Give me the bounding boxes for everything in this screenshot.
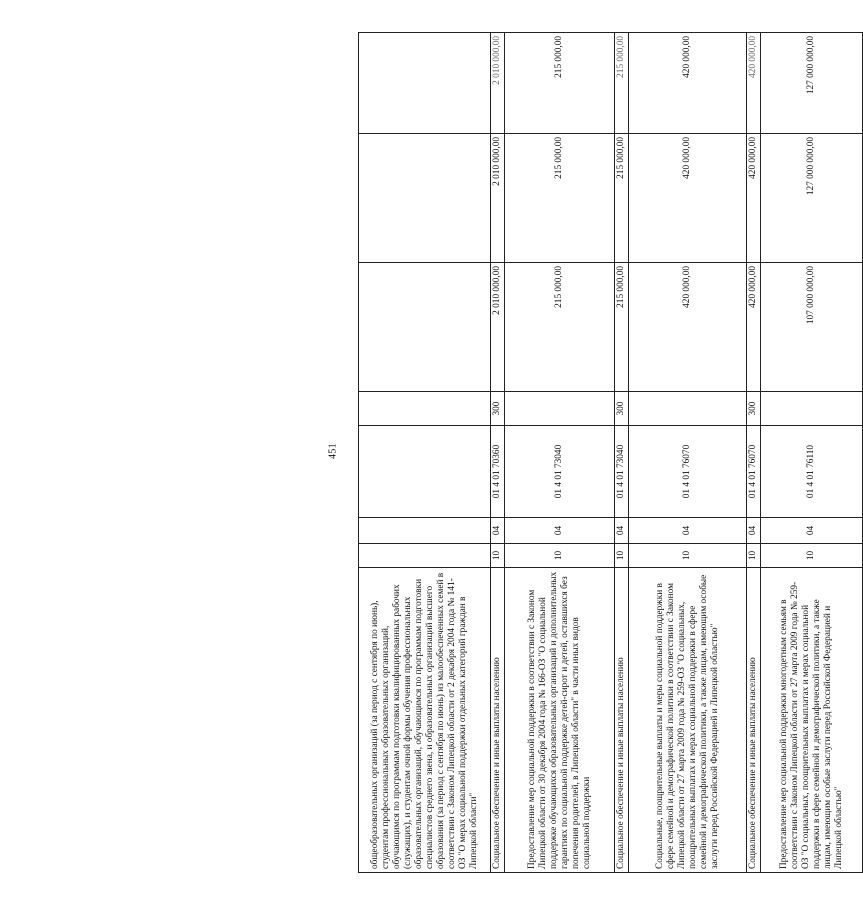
row-description: Социальное обеспечение и иные выплаты населению [615, 568, 629, 873]
cell-section: 10 [505, 544, 615, 568]
row-description: общеобразовательных организаций (за период с сентября по июнь), студентам профессиональных образовательных организаций, обучающимся по программам подготовки квалифицированных рабочих (служащих), и студентам очной формы обучения профессиональных образовательных организаций, обучающимся по программам подготовки специалистов среднего звена, и образовательных организаций высшего образования (за период с сентября по июнь) из малообеспеченных семей в соответствии с Законом Липецкой области от 2 декабря 2004 года № 141-ОЗ "О мерах социальной поддержки отдельных категорий граждан в Липецкой области" [359, 568, 491, 873]
cell-amount-2: 420 000,00 [629, 134, 747, 263]
table-row [761, 33, 863, 873]
cell-amount-3: 420 000,00 [629, 33, 747, 134]
budget-table-rotated [358, 33, 844, 873]
cell-subsection: 04 [761, 518, 863, 544]
cell-expense-type: 300 [615, 392, 629, 426]
row-description: Социальные, поощрительные выплаты и меры социальной поддержки в сфере семейной и демографической политики в соответствии с Законом Липецкой области от 27 марта 2009 года № 259-ОЗ "О социальных, поощрительных выплатах и мерах социальной поддержки в сфере семейной и демографической политики, а также лицам, имеющим особые заслуги перед Российской Федерацией и Липецкой областью" [629, 568, 747, 873]
cell-subsection [359, 518, 491, 544]
cell-expense-type: 300 [747, 392, 761, 426]
cell-target-article: 01 4 01 70360 [491, 426, 505, 518]
cell-amount-3: 127 000 000,00 [761, 33, 863, 134]
cell-amount-1: 420 000,00 [629, 263, 747, 392]
cell-expense-type [359, 392, 491, 426]
cell-amount-2: 127 000 000,00 [761, 134, 863, 263]
cell-amount-1: 2 010 000,00 [491, 263, 505, 392]
cell-subsection: 04 [505, 518, 615, 544]
budget-table [358, 32, 863, 873]
cell-expense-type [761, 392, 863, 426]
cell-amount-3: 215 000,00 [615, 33, 629, 134]
cell-target-article: 01 4 01 76070 [747, 426, 761, 518]
table-row [491, 33, 505, 873]
cell-subsection: 04 [491, 518, 505, 544]
cell-amount-2: 2 010 000,00 [491, 134, 505, 263]
cell-amount-1: 215 000,00 [615, 263, 629, 392]
row-description: Предоставление мер социальной поддержки многодетным семьям в соответствии с Законом Липецкой области от 27 марта 2009 года № 259-ОЗ "О социальных, поощрительных выплатах и мерах социальной поддержки в сфере семейной и демографической политики, а также лицам, имеющим особые заслуги перед Российской Федерацией и Липецкой областью" [761, 568, 863, 873]
cell-amount-3 [359, 33, 491, 134]
cell-expense-type [629, 392, 747, 426]
row-description: Социальное обеспечение и иные выплаты населению [747, 568, 761, 873]
page-number: 451 [327, 443, 339, 459]
table-row [629, 33, 747, 873]
cell-target-article: 01 4 01 76070 [629, 426, 747, 518]
cell-amount-2: 215 000,00 [615, 134, 629, 263]
cell-section: 10 [629, 544, 747, 568]
cell-expense-type: 300 [491, 392, 505, 426]
cell-target-article [359, 426, 491, 518]
cell-section: 10 [747, 544, 761, 568]
cell-amount-1 [359, 263, 491, 392]
cell-amount-2: 420 000,00 [747, 134, 761, 263]
cell-section [359, 544, 491, 568]
cell-subsection: 04 [629, 518, 747, 544]
cell-target-article: 01 4 01 73040 [615, 426, 629, 518]
row-description: Социальное обеспечение и иные выплаты населению [491, 568, 505, 873]
cell-amount-3: 215 000,00 [505, 33, 615, 134]
cell-amount-2 [359, 134, 491, 263]
cell-amount-3: 420 000,00 [747, 33, 761, 134]
cell-target-article: 01 4 01 76110 [761, 426, 863, 518]
cell-section: 10 [615, 544, 629, 568]
row-description: Предоставление мер социальной поддержки в соответствии с Законом Липецкой области от 30 декабря 2004 года № 166-ОЗ "О социальной поддержке обучающихся образовательных организаций и дополнительных гарантиях по социальной поддержке детей-сирот и детей, оставшихся без попечения родителей, в Липецкой области" в части иных видов социальной поддержки [505, 568, 615, 873]
cell-amount-1: 107 000 000,00 [761, 263, 863, 392]
cell-subsection: 04 [747, 518, 761, 544]
cell-amount-1: 420 000,00 [747, 263, 761, 392]
cell-amount-3: 2 010 000,00 [491, 33, 505, 134]
table-row [359, 33, 491, 873]
cell-expense-type [505, 392, 615, 426]
table-row [505, 33, 615, 873]
cell-amount-2: 215 000,00 [505, 134, 615, 263]
cell-section: 10 [761, 544, 863, 568]
cell-section: 10 [491, 544, 505, 568]
cell-subsection: 04 [615, 518, 629, 544]
table-row [615, 33, 629, 873]
cell-amount-1: 215 000,00 [505, 263, 615, 392]
cell-target-article: 01 4 01 73040 [505, 426, 615, 518]
table-row [747, 33, 761, 873]
